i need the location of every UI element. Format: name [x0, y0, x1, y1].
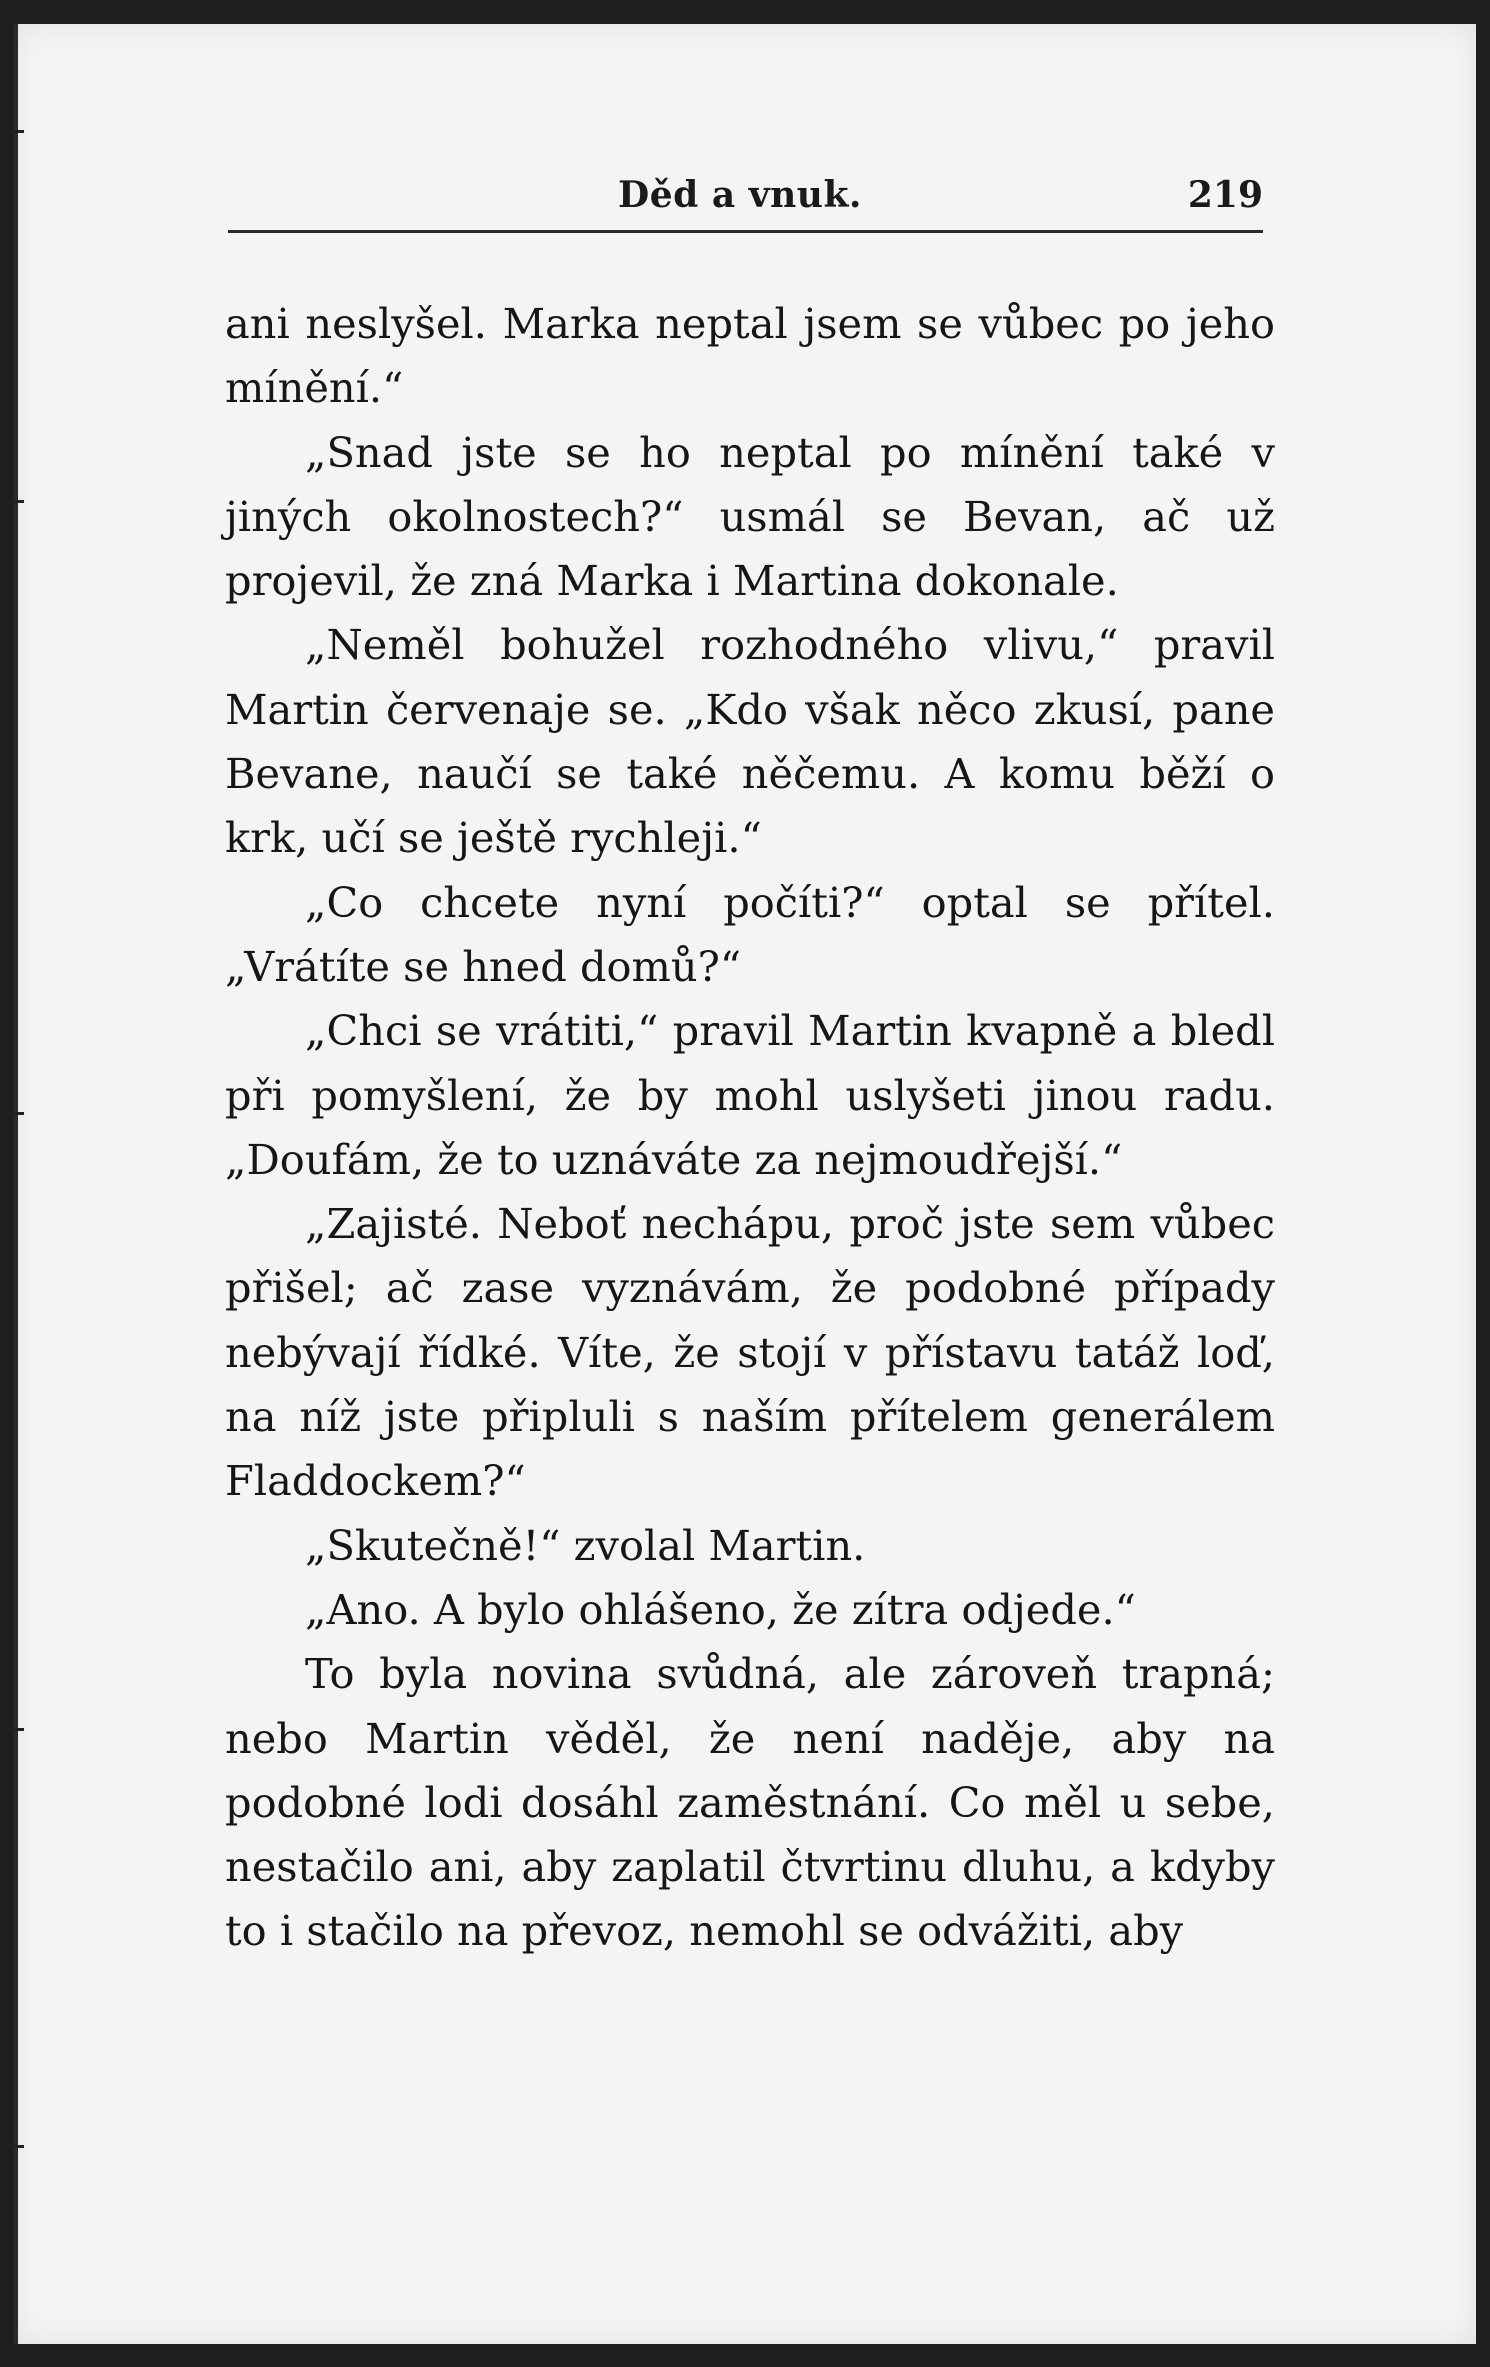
binding-mark — [8, 130, 24, 133]
binding-mark — [8, 1728, 24, 1731]
header-rule — [228, 230, 1263, 233]
paragraph: „Snad jste se ho neptal po mínění také v jiných okolnostech?“ usmál se Bevan, ač už projevil, že zná Marka i Martina dokonale. — [225, 427, 1275, 606]
paragraph: „Skutečně!“ zvolal Martin. — [305, 1520, 866, 1570]
page-header — [228, 168, 1263, 234]
body-text — [225, 292, 1275, 1964]
running-title: Děd a vnuk. — [618, 174, 862, 216]
paragraph: „Chci se vrátiti,“ pravil Martin kvapně a bledl při pomyšlení, že by mohl uslyšeti jinou radu. „Doufám, že to uznáváte za nejmoudřejší.“ — [225, 1006, 1275, 1184]
binding-mark — [8, 1112, 24, 1115]
paragraph: „Zajisté. Neboť nechápu, proč jste sem vůbec přišel; ač zase vyznávám, že podobné případy nebývají řídké. Víte, že stojí v přístavu tatáž loď, na níž jste připluli s naším přítelem generálem Fladdockem?“ — [225, 1199, 1275, 1506]
binding-mark — [8, 2145, 24, 2148]
binding-mark — [8, 500, 24, 503]
paragraph: „Neměl bohužel rozhodného vlivu,“ pravil Martin červenaje se. „Kdo však něco zkusí, pane Bevane, naučí se také něčemu. A komu běží o krk, učí se ještě rychleji.“ — [225, 620, 1275, 863]
page-left-edge — [14, 24, 18, 2344]
paragraph: ani neslyšel. Marka neptal jsem se vůbec po jeho mínění.“ — [225, 299, 1275, 413]
page-number: 219 — [1187, 174, 1263, 216]
paragraph: „Ano. A bylo ohlášeno, že zítra odjede.“ — [305, 1584, 1136, 1634]
paragraph: „Co chcete nyní počíti?“ optal se přítel. „Vrátíte se hned domů?“ — [225, 877, 1275, 991]
paragraph: To byla novina svůdná, ale zároveň trapná; nebo Martin věděl, že není naděje, aby na podobné lodi dosáhl zaměstnání. Co měl u sebe, nestačilo ani, aby zaplatil čtvrtinu dluhu, a kdyby to i stačilo na převoz, nemohl se odvážiti, aby — [225, 1649, 1275, 1956]
